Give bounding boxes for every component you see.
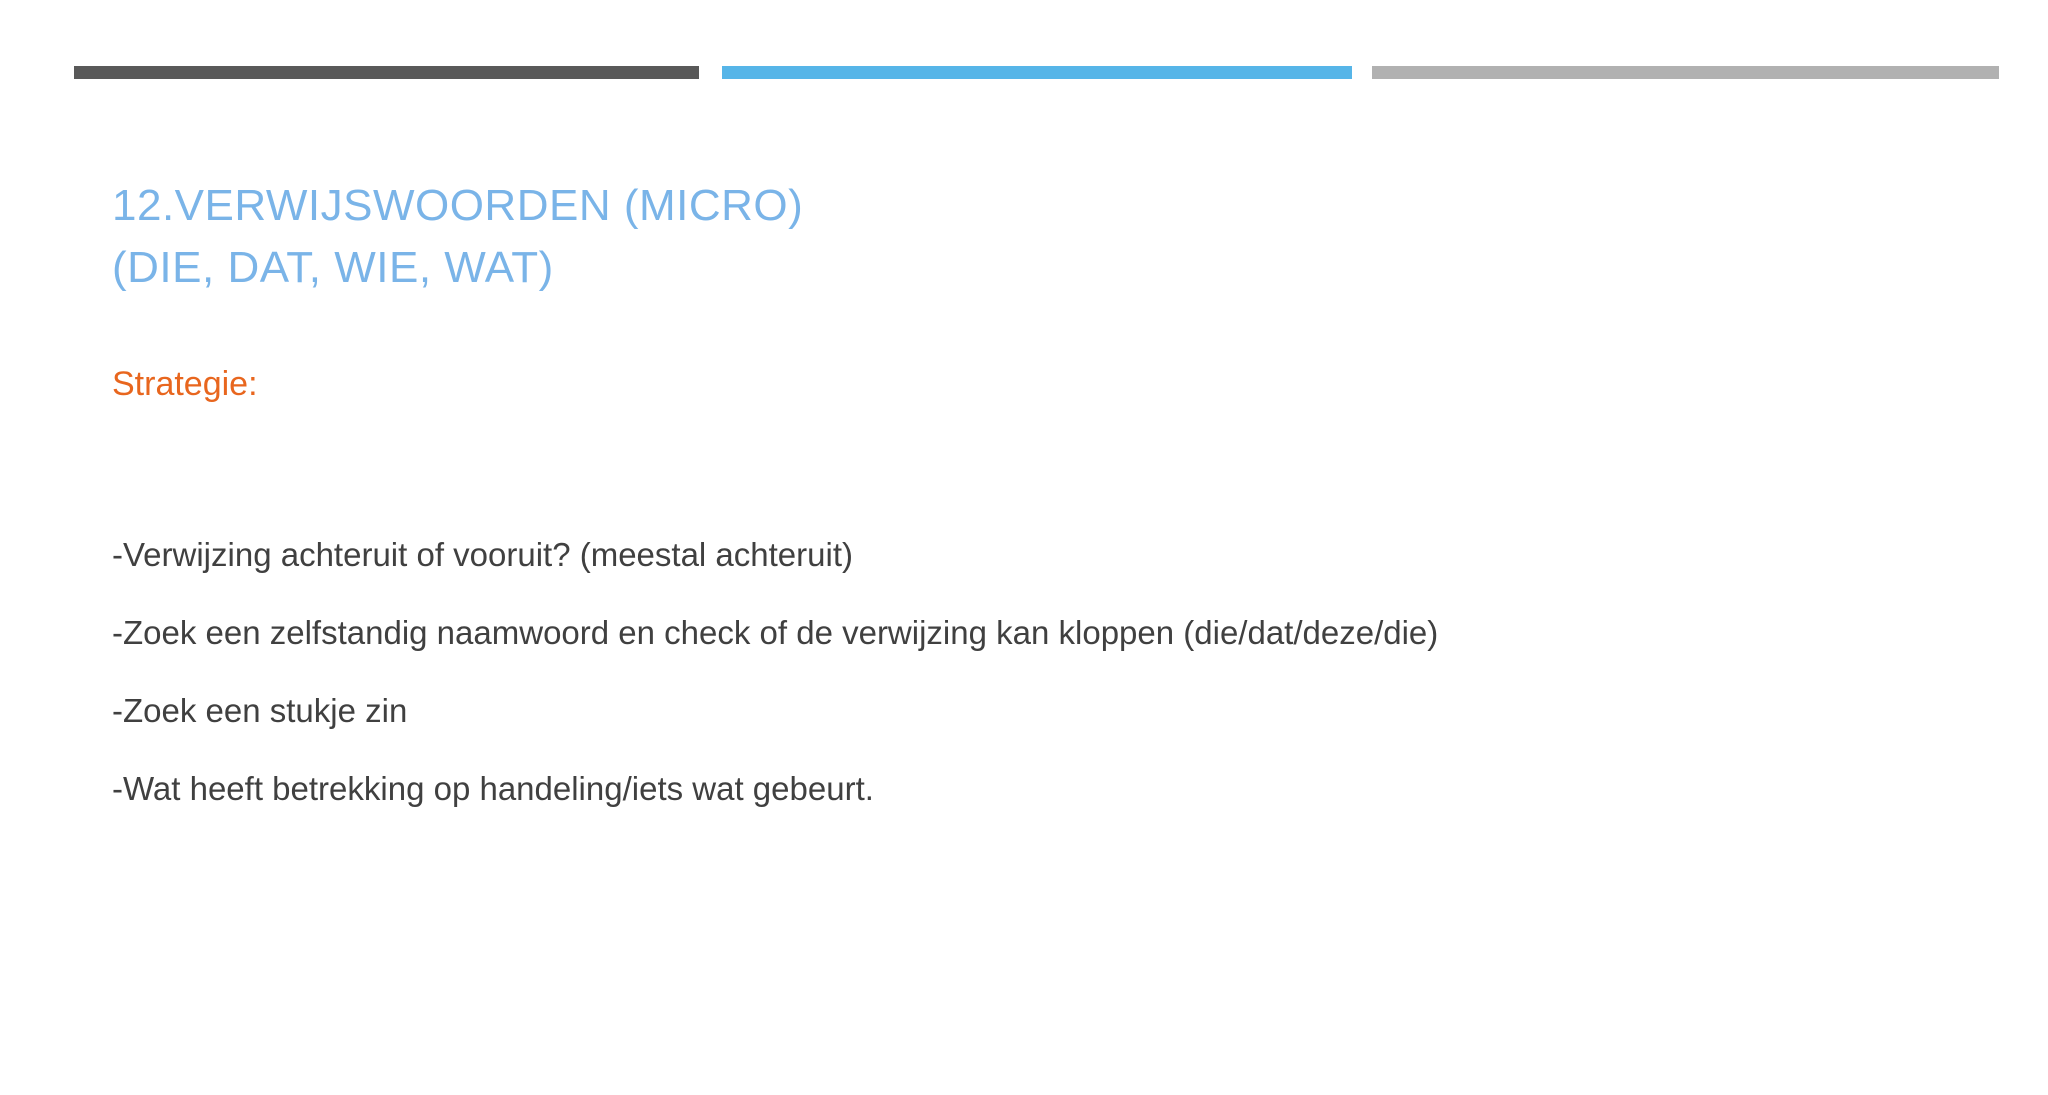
list-item: -Verwijzing achteruit of vooruit? (meestal achteruit) xyxy=(112,536,853,573)
strategy-steps-list xyxy=(112,516,1972,828)
slide-title-line-1: 12.VERWIJSWOORDEN (MICRO) xyxy=(112,181,804,230)
list-item: -Zoek een stukje zin xyxy=(112,692,408,729)
list-item: -Zoek een zelfstandig naamwoord en check of de verwijzing kan kloppen (die/dat/deze/die) xyxy=(112,614,1439,651)
decor-bar-dark xyxy=(74,66,699,79)
slide-title-line-2: (DIE, DAT, WIE, WAT) xyxy=(112,243,554,292)
list-item: -Wat heeft betrekking op handeling/iets wat gebeurt. xyxy=(112,770,874,807)
strategy-heading: Strategie: xyxy=(112,365,258,403)
decor-bar-blue xyxy=(722,66,1352,79)
decor-bar-grey xyxy=(1372,66,1999,79)
slide-title xyxy=(112,175,1912,299)
